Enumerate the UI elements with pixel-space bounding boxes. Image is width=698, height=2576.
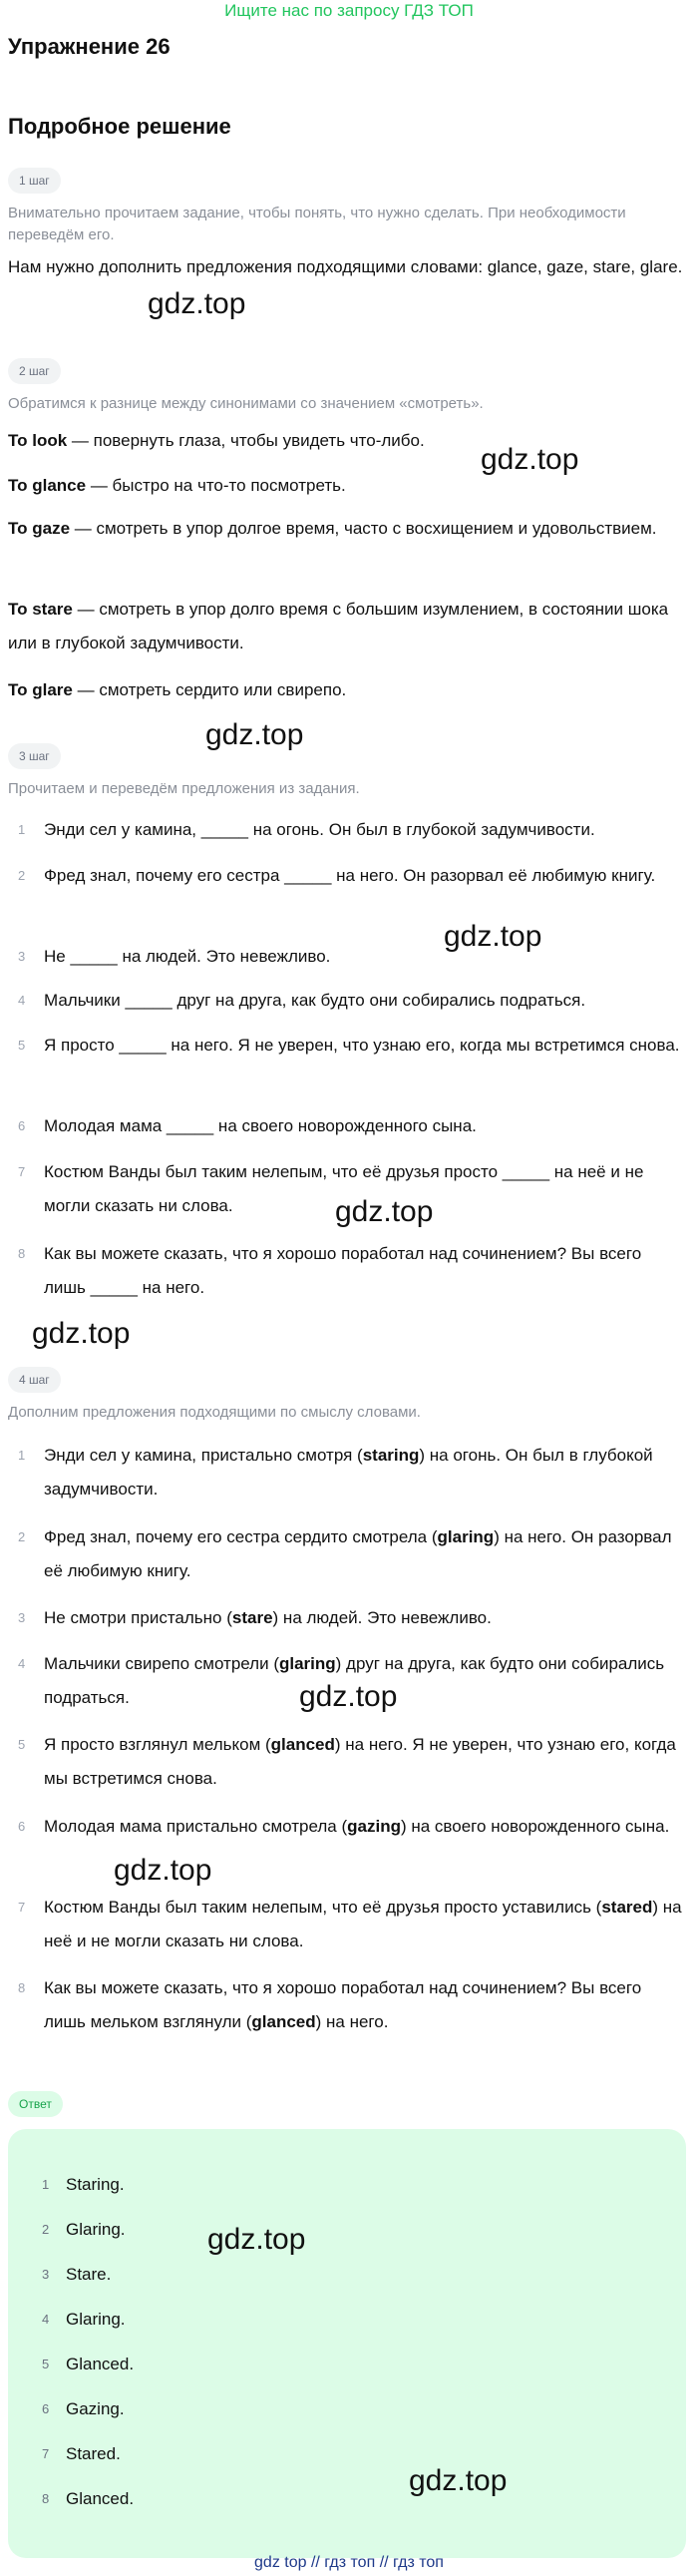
item-number: 3 <box>18 949 26 964</box>
item-number: 2 <box>18 1529 26 1544</box>
step-3-badge: 3 шаг <box>8 743 61 769</box>
item-text: Gazing. <box>66 2399 125 2418</box>
item-number: 5 <box>18 1038 26 1053</box>
item-text: Не смотри пристально (stare) на людей. Это невежливо. <box>44 1608 492 1627</box>
item-text: Я просто _____ на него. Я не уверен, что узнаю его, когда мы встретимся снова. <box>44 1036 680 1055</box>
step-1-badge: 1 шаг <box>8 168 61 194</box>
item-number: 1 <box>18 822 26 837</box>
definition-word: To stare <box>8 600 73 619</box>
item-number: 5 <box>18 1737 26 1752</box>
watermark: gdz.top <box>205 718 304 751</box>
item-number: 7 <box>18 1164 26 1179</box>
definition-gaze <box>8 512 686 546</box>
item-text: Staring. <box>66 2175 125 2194</box>
item-number: 6 <box>42 2401 50 2416</box>
item-number: 3 <box>42 2267 50 2282</box>
watermark: gdz.top <box>148 287 246 320</box>
step-1-note: Внимательно прочитаем задание, чтобы понять, что нужно сделать. При необходимости переведём его. <box>8 205 626 243</box>
definition-glare <box>8 673 686 707</box>
definition-word: To glare <box>8 680 73 699</box>
definition-text: — смотреть в упор долго время с большим изумлением, в состоянии шока или в глубокой задумчивости. <box>8 600 669 652</box>
item-text: Как вы можете сказать, что я хорошо поработал над сочинением? Вы всего лишь _____ на него. <box>44 1244 642 1297</box>
item-text: Костюм Ванды был таким нелепым, что её друзья просто _____ на неё и не могли сказать ни слова. <box>44 1162 644 1215</box>
item-number: 8 <box>18 1980 26 1995</box>
item-number: 7 <box>18 1900 26 1915</box>
item-text: Молодая мама _____ на своего новорожденного сына. <box>44 1116 477 1135</box>
definition-word: To look <box>8 431 68 450</box>
item-text: Я просто взглянул мельком (glanced) на него. Я не уверен, что узнаю его, когда мы встретимся снова. <box>44 1735 676 1788</box>
watermark: gdz.top <box>114 1854 212 1887</box>
item-text: Фред знал, почему его сестра _____ на него. Он разорвал её любимую книгу. <box>44 866 656 885</box>
item-number: 1 <box>42 2177 50 2192</box>
watermark: gdz.top <box>207 2223 306 2256</box>
step-4-note: Дополним предложения подходящими по смыслу словами. <box>8 1404 421 1421</box>
item-number: 6 <box>18 1118 26 1133</box>
watermark: gdz.top <box>335 1195 434 1228</box>
item-number: 7 <box>42 2446 50 2461</box>
definition-text: — быстро на что-то посмотреть. <box>86 476 346 495</box>
watermark: gdz.top <box>299 1680 398 1713</box>
item-text: Как вы можете сказать, что я хорошо поработал над сочинением? Вы всего лишь мельком взглянули (glanced) на него. <box>44 1978 642 2031</box>
search-banner[interactable]: Ищите нас по запросу ГДЗ ТОП <box>224 1 474 20</box>
watermark: gdz.top <box>32 1317 131 1350</box>
item-number: 2 <box>18 868 26 883</box>
step-4-badge: 4 шаг <box>8 1367 61 1393</box>
definition-glance <box>8 469 686 503</box>
item-text: Фред знал, почему его сестра сердито смотрела (glaring) на него. Он разорвал её любимую книгу. <box>44 1527 672 1580</box>
answer-badge: Ответ <box>8 2091 63 2117</box>
item-text: Энди сел у камина, пристально смотря (staring) на огонь. Он был в глубокой задумчивости. <box>44 1446 653 1499</box>
item-text: Stare. <box>66 2265 112 2284</box>
definition-text: — смотреть в упор долгое время, часто с восхищением и удовольствием. <box>70 519 657 538</box>
item-text: Glanced. <box>66 2489 135 2508</box>
step-3-note: Прочитаем и переведём предложения из задания. <box>8 780 360 797</box>
definition-stare <box>8 593 686 660</box>
solution-heading: Подробное решение <box>8 114 231 139</box>
watermark: gdz.top <box>409 2464 508 2497</box>
item-text: Не _____ на людей. Это невежливо. <box>44 947 331 966</box>
item-number: 8 <box>18 1246 26 1261</box>
footer-links[interactable]: gdz top // гдз топ // гдз топ <box>254 2554 444 2571</box>
item-number: 4 <box>18 993 26 1008</box>
item-number: 8 <box>42 2491 50 2506</box>
definition-word: To glance <box>8 476 87 495</box>
exercise-title: Упражнение 26 <box>8 34 171 59</box>
definition-text: — повернуть глаза, чтобы увидеть что-либо. <box>67 431 425 450</box>
item-number: 4 <box>18 1656 26 1671</box>
item-text: Костюм Ванды был таким нелепым, что её друзья просто уставились (stared) на неё и не могли сказать ни слова. <box>44 1898 682 1950</box>
definition-text: — смотреть сердито или свирепо. <box>72 680 347 699</box>
item-number: 4 <box>42 2312 50 2327</box>
step-2-badge: 2 шаг <box>8 358 61 384</box>
step-1-text: Нам нужно дополнить предложения подходящими словами: glance, gaze, stare, glare. <box>8 257 683 276</box>
definition-look <box>8 424 686 458</box>
item-number: 5 <box>42 2357 50 2371</box>
item-text: Мальчики свирепо смотрели (glaring) друг на друга, как будто они собирались подраться. <box>44 1654 665 1707</box>
item-text: Stared. <box>66 2444 121 2463</box>
watermark: gdz.top <box>444 920 542 953</box>
item-number: 6 <box>18 1819 26 1834</box>
item-number: 1 <box>18 1448 26 1463</box>
definition-word: To gaze <box>8 519 71 538</box>
item-text: Glaring. <box>66 2220 126 2239</box>
item-text: Glanced. <box>66 2355 135 2373</box>
item-number: 3 <box>18 1610 26 1625</box>
step-2-note: Обратимся к разнице между синонимами со значением «смотреть». <box>8 395 484 412</box>
item-text: Энди сел у камина, _____ на огонь. Он был в глубокой задумчивости. <box>44 820 595 839</box>
item-text: Молодая мама пристально смотрела (gazing) на своего новорожденного сына. <box>44 1817 670 1836</box>
item-number: 2 <box>42 2222 50 2237</box>
item-text: Мальчики _____ друг на друга, как будто они собирались подраться. <box>44 991 586 1010</box>
watermark: gdz.top <box>481 443 579 476</box>
item-text: Glaring. <box>66 2310 126 2329</box>
